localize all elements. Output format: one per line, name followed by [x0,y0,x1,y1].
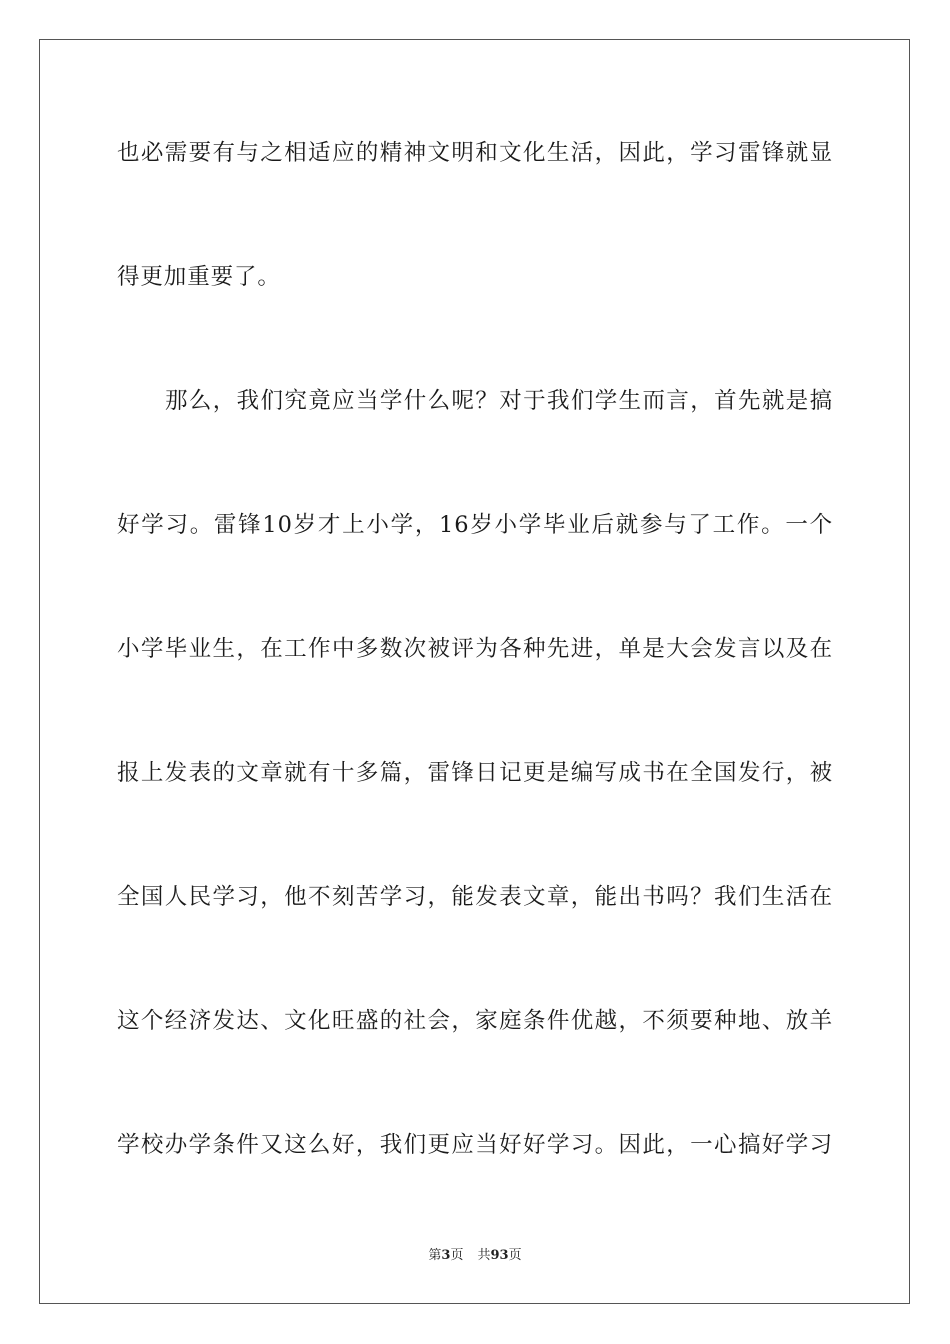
text-line: 那么，我们究竟应当学什么呢？对于我们学生而言，首先就是搞 [165,388,833,414]
total-suffix: 页 [508,1248,522,1263]
text-line: 这个经济发达、文化旺盛的社会，家庭条件优越，不须要种地、放羊 [117,1008,833,1034]
text-line: 全国人民学习，他不刻苦学习，能发表文章，能出书吗？我们生活在 [117,884,833,910]
total-prefix: 共 [477,1248,491,1263]
page-prefix: 第 [428,1248,442,1263]
text-line: 学校办学条件又这么好，我们更应当好好学习。因此，一心搞好学习 [117,1132,833,1158]
text-line: 好学习。雷锋10岁才上小学，16岁小学毕业后就参与了工作。一个 [117,512,833,538]
page-suffix: 页 [450,1248,464,1263]
page-frame [39,39,910,1304]
text-line: 也必需要有与之相适应的精神文明和文化生活，因此，学习雷锋就显 [117,140,833,166]
page-footer [0,1247,950,1265]
total-pages: 93 [490,1248,509,1263]
page-number: 3 [441,1248,451,1263]
text-line: 小学毕业生，在工作中多数次被评为各种先进，单是大会发言以及在 [117,636,833,662]
text-line: 报上发表的文章就有十多篇，雷锋日记更是编写成书在全国发行，被 [117,760,833,786]
text-line: 得更加重要了。 [117,264,281,290]
